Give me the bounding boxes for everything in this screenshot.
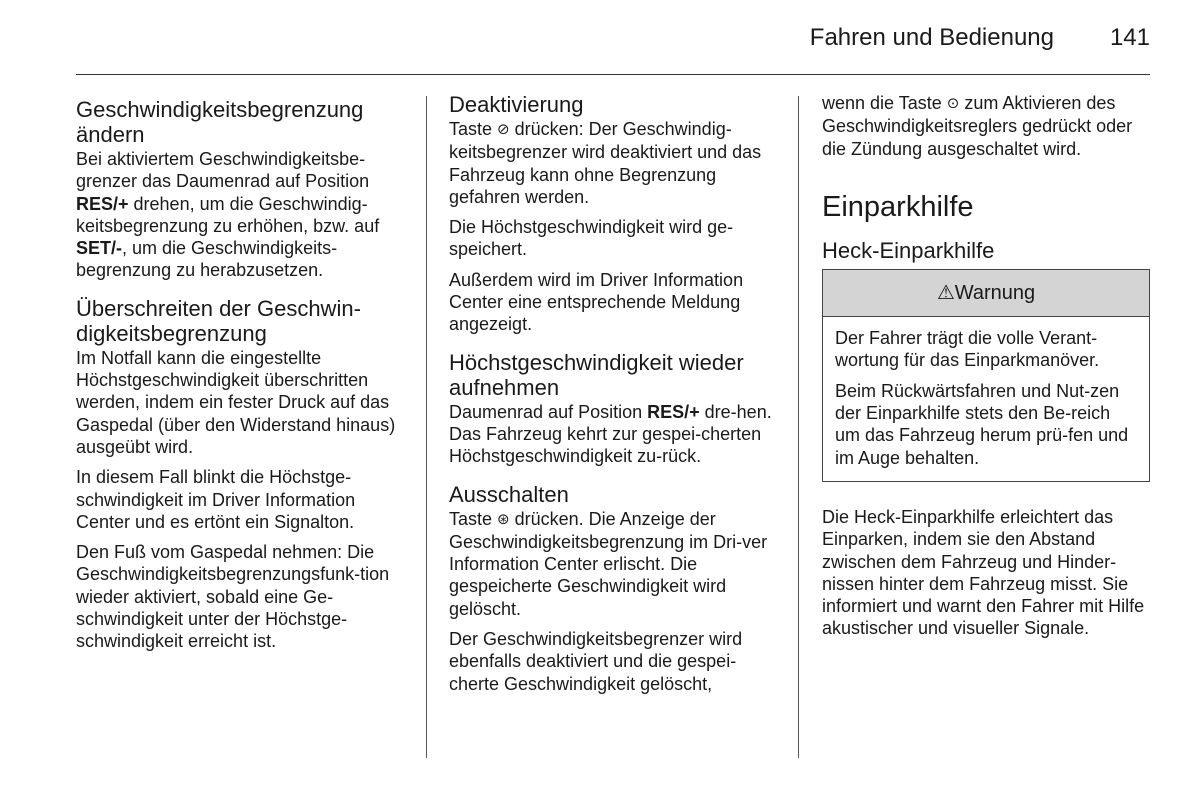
warning-icon: ⚠ [936, 281, 955, 304]
text: Bei aktiviertem Geschwindigkeitsbe-grenzer das Daumenrad auf Position [76, 149, 370, 192]
paragraph [822, 92, 1152, 160]
column-divider [426, 96, 427, 758]
set-label: SET/- [76, 238, 123, 259]
heading-geschwindigkeitsbegrenzung-aendern: Geschwindigkeitsbegrenzung ändern [76, 97, 364, 147]
heading-deaktivierung: Deaktivierung [449, 92, 584, 117]
paragraph [76, 148, 406, 282]
text: , um die Geschwindigkeits-begrenzung zu herabzusetzen. [76, 238, 338, 281]
heading-hoechstgeschwindigkeit-aufnehmen: Höchstgeschwindigkeit wieder aufnehmen [449, 349, 744, 400]
text: drücken. Die Anzeige der Geschwindigkeitsbegrenzung im Dri-ver Information Center erlischt. Die gespeicherte Geschwindigkeit wird gelöscht. [449, 508, 768, 619]
text: drücken: Der Geschwindig-keitsbegrenzer wird deaktiviert und das Fahrzeug kann ohne Begrenzung gefahren werden. [449, 119, 762, 207]
paragraph: Die Heck-Einparkhilfe erleichtert das Einparken, indem sie den Abstand zwischen dem Fahrzeug und Hinder-nissen hinter dem Fahrzeug misst. Sie informiert und warnt den Fahrer mit Hilfe akustischer und visueller Signale. [822, 506, 1145, 639]
warning-header [823, 270, 1149, 317]
heading-ausschalten: Ausschalten [449, 481, 569, 507]
section-title: Fahren und Bedienung [809, 24, 1054, 51]
heading-ueberschreiten: Überschreiten der Geschwin-digkeitsbegrenzung [76, 295, 361, 346]
res-label: RES/+ [76, 193, 129, 214]
warning-title: Warnung [954, 281, 1036, 304]
column-3 [822, 92, 1152, 648]
paragraph: In diesem Fall blinkt die Höchstge-schwindigkeit im Driver Information Center und es ertönt ein Signalton. [76, 467, 356, 532]
page-header [76, 24, 1150, 64]
warning-paragraph: Der Fahrer trägt die volle Verant-wortung für das Einparkmanöver. [835, 328, 1100, 371]
text: zum Aktivieren des Geschwindigkeitsreglers gedrückt oder die Zündung ausgeschaltet wird. [822, 93, 1133, 159]
res-label: RES/+ [647, 401, 700, 422]
text: wenn die Taste [822, 93, 947, 113]
paragraph: Im Notfall kann die eingestellte Höchstgeschwindigkeit überschritten werden, indem ein fester Druck auf das Gaspedal (über den Widerstand hinaus) ausgeübt wird. [76, 347, 396, 457]
text: drehen, um die Geschwindig-keitsbegrenzung zu erhöhen, bzw. auf [76, 193, 380, 236]
paragraph [449, 401, 779, 468]
speed-limiter-icon: ⊛ [497, 510, 510, 528]
paragraph: Die Höchstgeschwindigkeit wird ge-speichert. [449, 217, 734, 260]
warning-body [823, 317, 1149, 481]
cruise-control-icon: ⊙ [946, 95, 960, 112]
header-rule [76, 74, 1150, 75]
paragraph [449, 508, 779, 620]
heading-heck-einparkhilfe: Heck-Einparkhilfe [822, 237, 995, 263]
column-2 [449, 92, 779, 703]
paragraph [449, 118, 779, 208]
paragraph: Außerdem wird im Driver Information Center eine entsprechende Meldung angezeigt. [449, 269, 744, 335]
warning-box [822, 269, 1150, 482]
heading-einparkhilfe: Einparkhilfe [822, 190, 974, 223]
page-number: 141 [1109, 24, 1150, 51]
warning-paragraph: Beim Rückwärtsfahren und Nut-zen der Einparkhilfe stets den Be-reich um das Fahrzeug herum prü-fen und im Auge behalten. [835, 380, 1129, 468]
column-divider [798, 96, 799, 758]
text: Taste [449, 119, 498, 139]
paragraph: Den Fuß vom Gaspedal nehmen: Die Geschwindigkeitsbegrenzungsfunk-tion wieder aktiviert, sobald eine Ge-schwindigkeit unter der Höchstge-schwindigkeit erreicht ist. [76, 542, 390, 652]
column-1 [76, 97, 406, 661]
pause-icon: ⊘ [497, 121, 510, 138]
text: Daumenrad auf Position [449, 401, 648, 422]
text: Taste [449, 508, 498, 529]
paragraph: Der Geschwindigkeitsbegrenzer wird ebenfalls deaktiviert und die gespei-cherte Geschwindigkeit gelöscht, [449, 629, 743, 694]
text: dre-hen. Das Fahrzeug kehrt zur gespei-cherten Höchstgeschwindigkeit zu-rück. [449, 401, 772, 467]
